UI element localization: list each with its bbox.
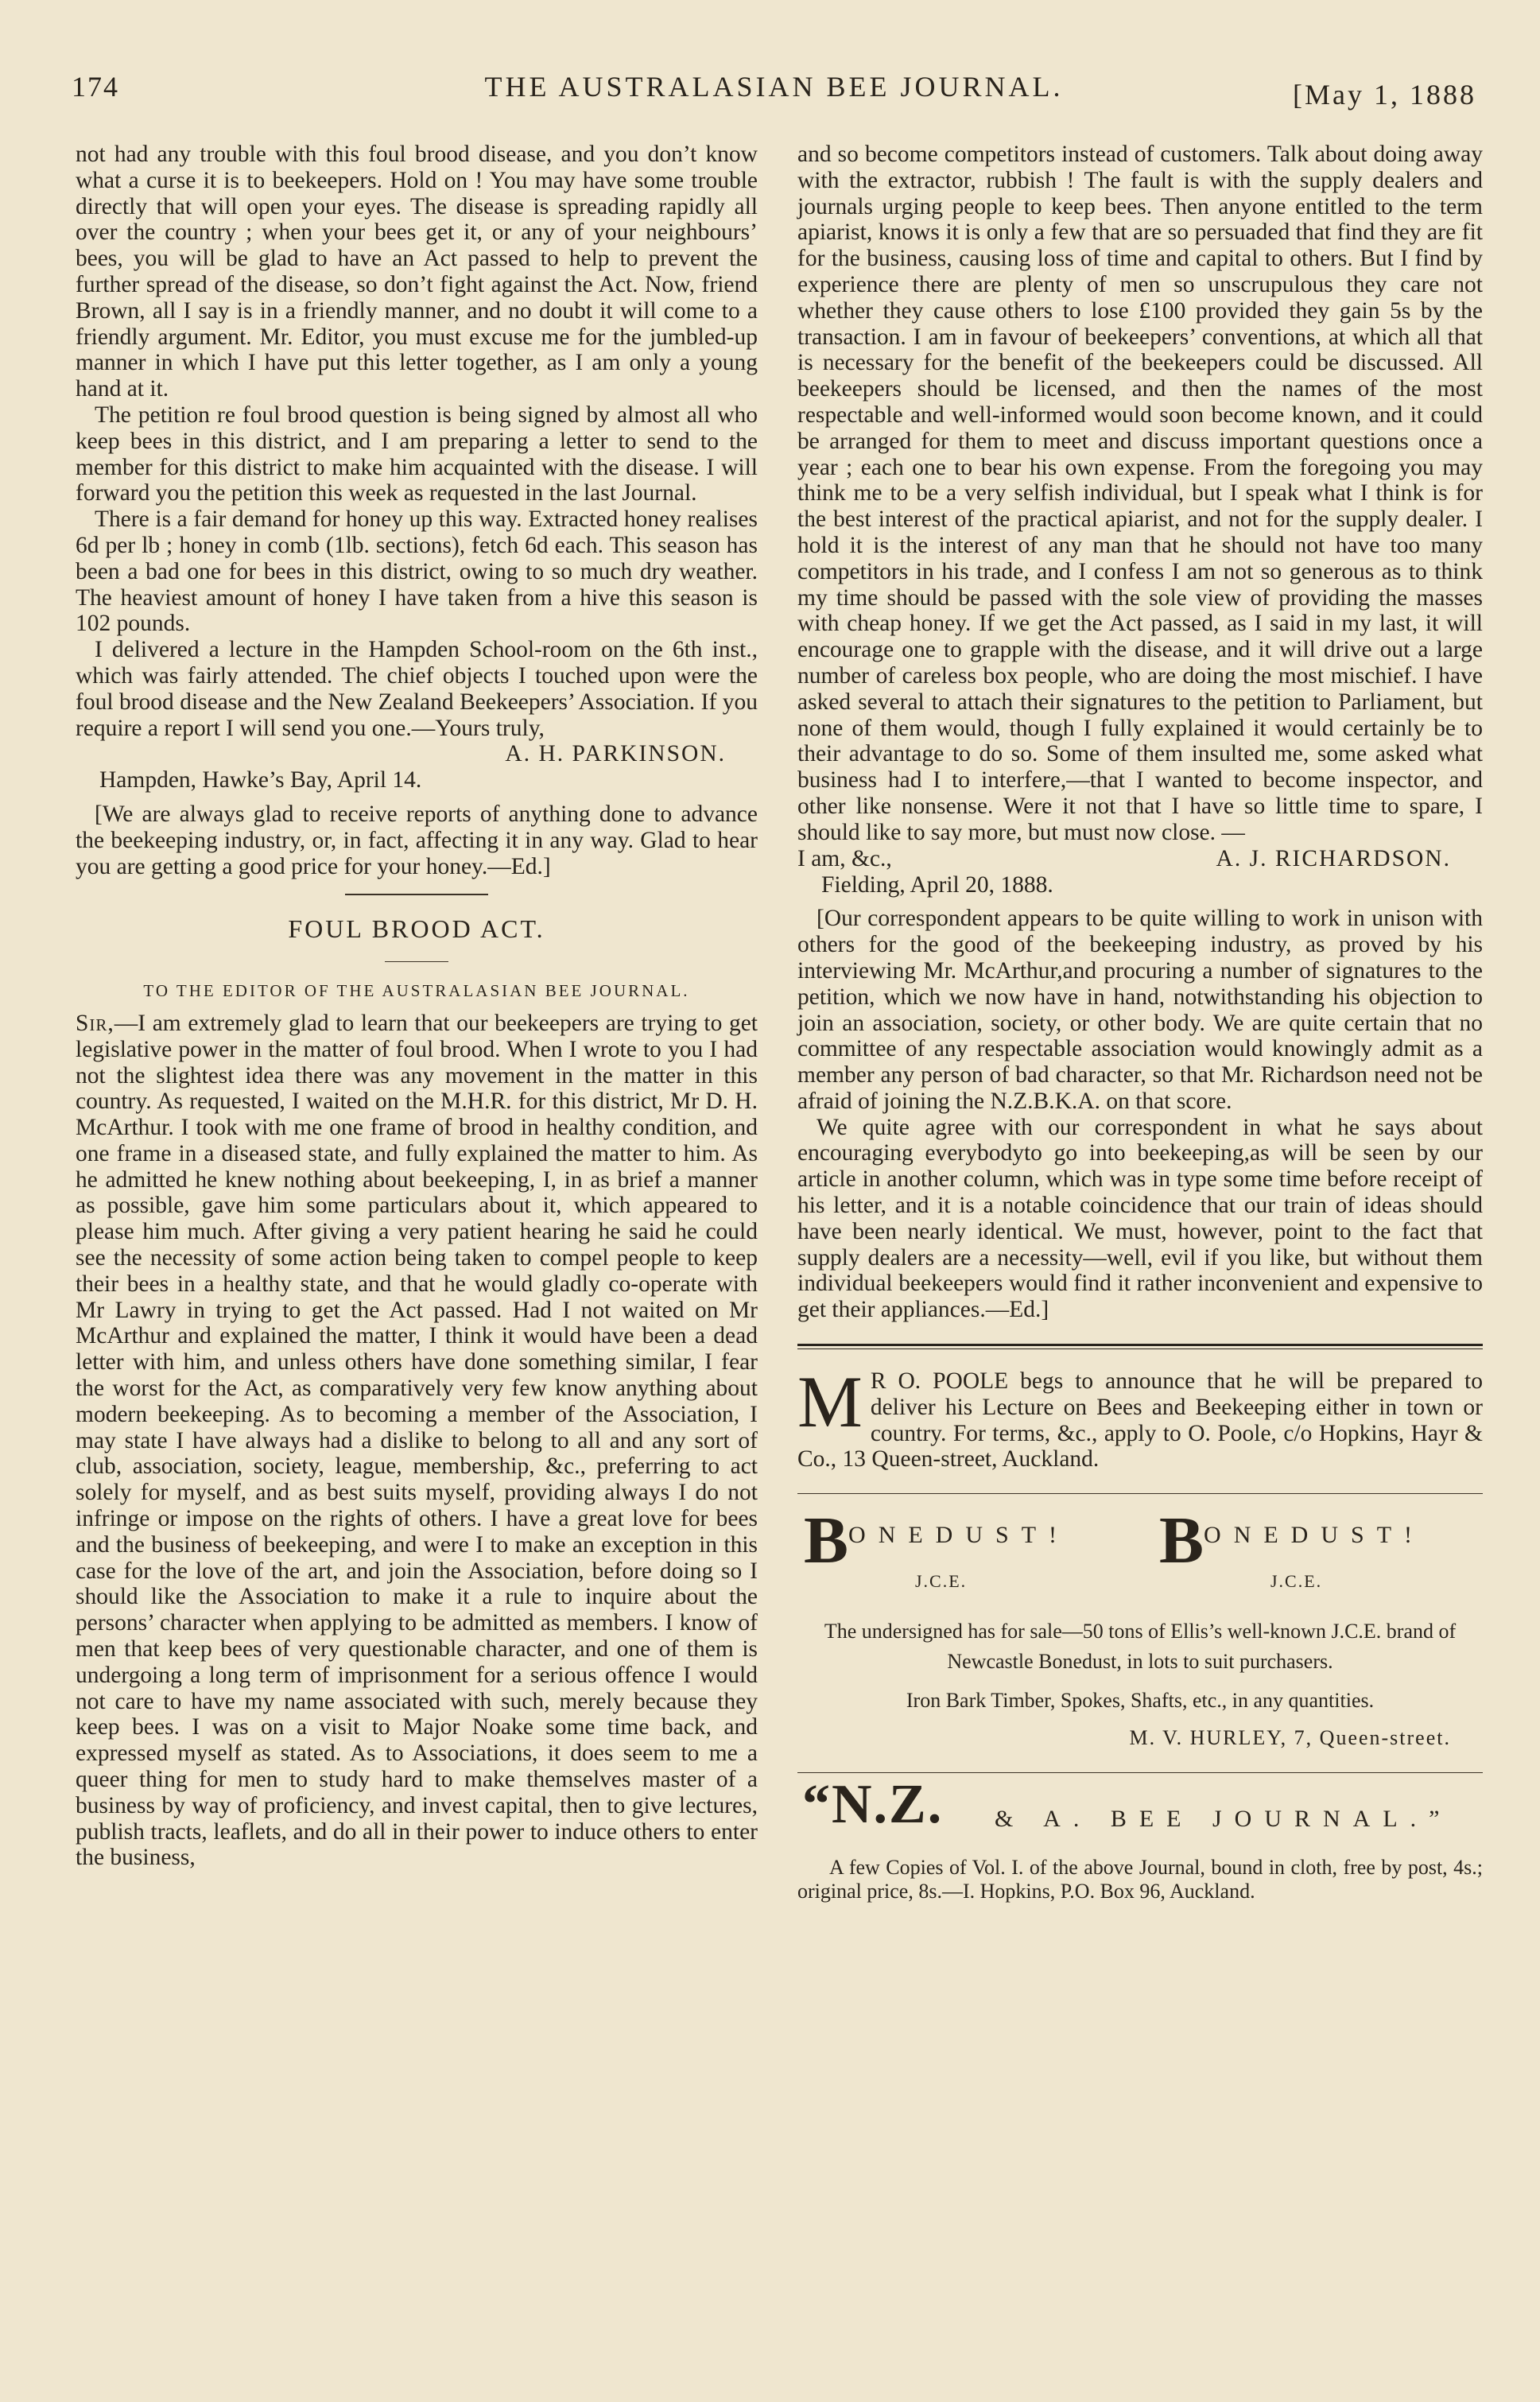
section-title: FOUL BROOD ACT. [288,914,545,944]
ad-text: The undersigned has for sale—50 tons of Ellis’s well-known J.C.E. brand of Newcastle Bonedust, in lots to suit purchasers. [824,1620,1457,1674]
signature-row [797,846,1483,872]
page-header [72,70,1476,126]
poole-advertisement [797,1361,1483,1473]
divider [385,961,448,962]
divider [797,1493,1483,1494]
bonedust-title: B ONEDUST! J.C.E. [804,1513,1146,1569]
bonedust-advertisement [797,1504,1483,1752]
ad-text: Iron Bark Timber, Spokes, Shafts, etc., in any quantities. [906,1689,1375,1713]
left-column [76,142,758,1871]
right-column [797,142,1483,1903]
brand-label: J.C.E. [1270,1571,1323,1592]
letter-text: —I am extremely glad to learn that our beekeepers are trying to get legislative power in the matter of foul brood. When I wrote to you I had not the slightest idea there was any movement in the matter in this country. As requested, I waited on the M.H.R. for this district, Mr D. H. McArthur. I took with me one frame of brood in healthy condition, and one frame in a diseased state, and fully explained the matter to him. As he admitted he knew nothing about beekeeping, I, in as brief a manner as possible, gave him some particulars about it, which appeared to please him much. After giving a very patient hearing he said he could see the necessity of some action being taken to compel people to keep their bees in a healthy state, and that he would gladly co-operate with Mr Lawry in trying to get the Act passed. Had I not waited on Mr McArthur and explained the matter, I think it would have been a dead letter with him, and unless others have done something similar, I fear the worst for the Act, as comparatively very few know anything about modern beekeeping. As to becoming a member of the Association, I may state I have always had a dislike to belong to all and any sort of club, association, society, league, membership, &c., preferring to act solely for myself, and as best suits myself, providing always I do not infringe or impose on the rights of others. I have a great love for bees and the business of beekeeping, and were I to make an exception in this case for the love of the art, and join the Association, before doing so I should like the Association to make it a rule to inquire about the persons’ character when applying to be admitted as members. I know of men that keep bees of very questionable character, and one of them is undergoing a long term of imprisonment for a serious offence I would not care to have my name associated with such, merely because they keep bees. I was on a visit to Major Noake some time back, and expressed myself as stated. As to Associations, it does seem to me a queer thing for men to study hard to make themselves master of a business by way of proficiency, and invest capital, then to give lectures, publish tracts, leaflets, and do all in their power to induce others to enter the business, [76,1010,758,1871]
divider [797,1344,1483,1349]
journal-title: THE AUSTRALASIAN BEE JOURNAL. [484,71,1064,103]
brand-label: J.C.E. [915,1571,968,1592]
editor-note: [Our correspondent appears to be quite willing to work in unison with others for the good of the beekeeping industry, as proved by his interviewing Mr. McArthur,and procuring a number of signatures to the petition, which we now have in hand, notwithstanding his objection to join an association, society, or other body. We are quite certain that no committee of any respectable association would knowingly admit as a member any person of bad character, so that Mr. Richardson need not be afraid of joining the N.Z.B.K.A. on that score. [797,906,1483,1114]
bonedust-headline [797,1504,1483,1593]
paragraph: and so become competitors instead of customers. Talk about doing away with the extractor, rubbish ! The fault is with the supply dealers and journals urging people to keep bees. Then anyone entitled to the term apiarist, knows it is only a few that are so persuaded that find they are fit for the business, causing loss of time and capital to others. But I find by experience there are plenty of men so unscrupulous they care not whether they cause others to lose £100 provided they gain 5s by the transaction. I am in favour of beekeepers’ conventions, at which all that is necessary for the benefit of the beekeepers could be discussed. All beekeepers should be licensed, and then the names of the most respectable and well-informed would soon become known, and it could be arranged for them to meet and discuss important questions once a year ; each one to bear his own expense. From the foregoing you may think me to be a very selfish individual, but I speak what I think is for the best interest of the practical apiarist, and not for the supply dealer. I hold it is the interest of any man that he should not have too many competitors in his trade, and I confess I am not so generous as to think my time should be passed with the sole view of providing the masses with cheap honey. If we get the Act passed, as I said in my last, it will encourage one to grapple with the disease, and it will drive out a large number of careless box people, who are doing the most mischief. I have asked several to attach their signatures to the petition to Parliament, but none of them would, though I fully explained it would certainly be to their advantage to do so. Some of them insulted me, some asked what business had I to interfere,—that I wanted to become inspector, and other like nonsense. Were it not that I have so little time to spare, I should like to say more, but must now close. — [797,142,1483,845]
paragraph: There is a fair demand for honey up this way. Extracted honey realises 6d per lb ; honey in comb (1lb. sections), fetch 6d each. This season has been a bad one for bees in this district, owing to so much dry weather. The heaviest amount of honey I have taken from a hive this season is 102 pounds. [76,506,758,637]
paragraph: I delivered a lecture in the Hampden School-room on the 6th inst., which was fairly attended. The chief objects I touched upon were the foul brood disease and the New Zealand Beekeepers’ Association. If you require a report I will send you one.—Yours truly, [76,637,758,741]
signature: A. H. PARKINSON. [505,741,726,767]
salutation: Sir, [76,1010,114,1036]
ad-text: M R O. POOLE begs to announce that he will be prepared to deliver his Lecture on Bees and Beekeeping either in town or country. For terms, &c., apply to O. Poole, c/o Hopkins, Hayr & Co., 13 Queen-street, Auckland. [797,1361,1483,1473]
editor-note: We quite agree with our correspondent in what he says about encouraging everybodyto go into beekeeping,as will be seen by our article in another column, which was in type some time before receipt of his letter, and it is a notable coincidence that our train of ideas should have been nearly identical. We must, however, point to the fact that supply dealers are a necessity—well, evil if you like, but without them individual beekeepers would find it rather inconvenient and expensive to get their appliances.—Ed.] [797,1114,1483,1323]
dateline: Fielding, April 20, 1888. [821,871,1053,898]
issue-date: [May 1, 1888 [1293,79,1476,111]
letter-heading: TO THE EDITOR OF THE AUSTRALASIAN BEE JOURNAL. [143,981,690,1001]
signature: A. J. RICHARDSON. [1216,845,1451,871]
letter-body [76,1011,758,1871]
closing: I am, &c., [797,845,892,871]
paragraph: The petition re foul brood question is being signed by almost all who keep bees in this district, and I am preparing a letter to send to the member for this district to make him acquainted with the disease. I will forward you the petition this week as requested in the last Journal. [76,402,758,506]
divider [345,894,488,895]
ad-text: A few Copies of Vol. I. of the above Journal, bound in cloth, free by post, 4s.; original price, 8s.—I. Hopkins, P.O. Box 96, Auckland. [797,1855,1483,1903]
page-number: 174 [72,71,119,103]
ad-signature: M. V. HURLEY, 7, Queen-street. [1129,1726,1451,1750]
dateline: Hampden, Hawke’s Bay, April 14. [99,767,422,794]
divider [797,1772,1483,1773]
editor-note: [We are always glad to receive reports of anything done to advance the beekeeping industry, or, in fact, affecting it in any way. Glad to hear you are getting a good price for your honey.—Ed.] [76,801,758,879]
nz-title: “N.Z. & A. BEE JOURNAL.” [802,1773,1453,1835]
drop-cap: M [797,1361,863,1443]
paragraph: not had any trouble with this foul brood disease, and you don’t know what a curse it is to beekeepers. Hold on ! You may have some trouble directly that will open your eyes. The disease is spreading rapidly all over the country ; when your bees get it, or any of your neighbours’ bees, you will be glad to have an Act passed to help to prevent the further spread of the disease, so don’t fight against the Act. Now, friend Brown, all I say is in a friendly manner, and no doubt it will come to a friendly argument. Mr. Editor, you must excuse me for the jumbled-up manner in which I have put this letter together, as I am only a young hand at it. [76,142,758,402]
nz-journal-advertisement [797,1773,1483,1903]
bonedust-title: B ONEDUST! J.C.E. [1159,1513,1501,1569]
